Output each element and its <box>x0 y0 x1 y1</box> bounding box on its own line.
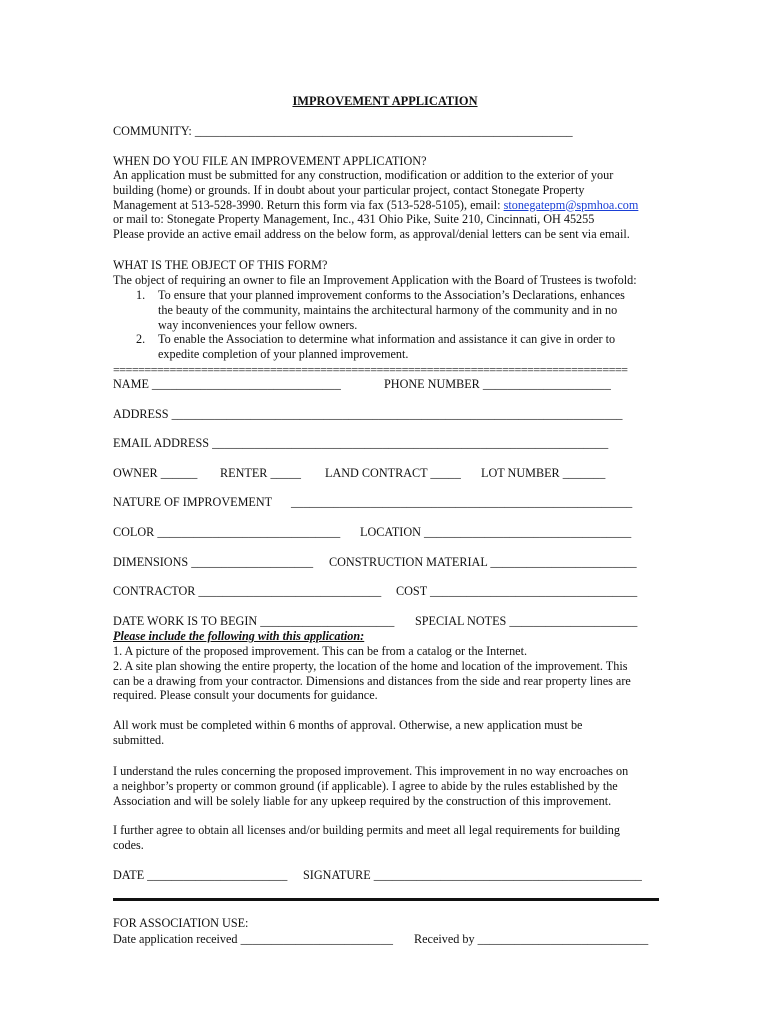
understand-paragraph <box>113 764 663 808</box>
email-address-field[interactable]: EMAIL ADDRESS _________________________________________________________________ <box>113 436 609 450</box>
when-line: building (home) or grounds. If in doubt about your particular project, contact Stonegate Property <box>113 182 585 197</box>
include-paragraph <box>113 644 663 703</box>
cost-field[interactable]: COST __________________________________ <box>396 584 638 598</box>
agree-paragraph <box>113 823 663 853</box>
signature-field[interactable]: SIGNATURE ____________________________________________ <box>303 868 642 882</box>
community-field: COMMUNITY: ______________________________________________________________ <box>113 124 573 138</box>
completion-line: submitted. <box>113 732 165 747</box>
include-line: can be a drawing from your contractor. Dimensions and distances from the side and rear property lines are <box>113 673 631 688</box>
list-line: To ensure that your planned improvement conforms to the Association’s Declarations, enhances <box>158 288 625 302</box>
date-received-field[interactable]: Date application received _________________________ <box>113 932 393 946</box>
include-line: 2. A site plan showing the entire property, the location of the home and location of the improvement. This <box>113 658 628 673</box>
received-by-field[interactable]: Received by ____________________________ <box>414 932 649 946</box>
date-begin-field[interactable]: DATE WORK IS TO BEGIN ______________________ <box>113 614 395 628</box>
material-field[interactable]: CONSTRUCTION MATERIAL ________________________ <box>329 555 637 569</box>
list-item <box>113 288 673 332</box>
association-heading: FOR ASSOCIATION USE: <box>113 916 249 930</box>
page-title: IMPROVEMENT APPLICATION <box>292 94 478 108</box>
object-intro: The object of requiring an owner to file an Improvement Application with the Board of Trustees is twofold: <box>113 273 637 287</box>
lot-number-field[interactable]: LOT NUMBER _______ <box>481 466 606 480</box>
divider <box>113 898 659 901</box>
completion-paragraph <box>113 718 663 748</box>
color-field[interactable]: COLOR ______________________________ <box>113 525 341 539</box>
when-line <box>113 198 663 213</box>
object-list <box>113 288 673 362</box>
agree-line: I further agree to obtain all licenses and/or building permits and meet all legal requirements for building <box>113 823 620 837</box>
name-field[interactable]: NAME _______________________________ <box>113 377 341 391</box>
agree-line: codes. <box>113 837 144 852</box>
address-field[interactable]: ADDRESS __________________________________________________________________________ <box>113 407 623 421</box>
understand-line: a neighbor’s property or common ground (if applicable). I agree to abide by the rules established by the <box>113 778 618 793</box>
email-link[interactable]: stonegatepm@spmhoa.com <box>503 197 639 212</box>
date-field[interactable]: DATE _______________________ <box>113 868 288 882</box>
when-paragraph <box>113 168 663 242</box>
contractor-field[interactable]: CONTRACTOR ______________________________ <box>113 584 382 598</box>
when-line: An application must be submitted for any construction, modification or addition to the exterior of your <box>113 168 614 182</box>
location-field[interactable]: LOCATION __________________________________ <box>360 525 632 539</box>
object-heading: WHAT IS THE OBJECT OF THIS FORM? <box>113 258 328 272</box>
when-line: or mail to: Stonegate Property Management, Inc., 431 Ohio Pike, Suite 210, Cincinnati, OH 45255 <box>113 212 595 227</box>
list-item <box>113 332 673 362</box>
nature-label: NATURE OF IMPROVEMENT <box>113 495 273 509</box>
when-line: Please provide an active email address on the below form, as approval/denial letters can be sent via email. <box>113 227 630 242</box>
include-heading: Please include the following with this application: <box>113 629 365 643</box>
include-line: 1. A picture of the proposed improvement. This can be from a catalog or the Internet. <box>113 644 528 658</box>
land-contract-field[interactable]: LAND CONTRACT _____ <box>325 466 461 480</box>
dimensions-field[interactable]: DIMENSIONS ____________________ <box>113 555 314 569</box>
list-number: 1. <box>136 288 146 302</box>
understand-line: I understand the rules concerning the proposed improvement. This improvement in no way encroaches on <box>113 764 629 778</box>
when-line-text: Management at 513-528-3990. Return this form via fax (513-528-5105), email: <box>113 197 504 212</box>
list-line: way inconveniences your fellow owners. <box>158 317 358 332</box>
list-line: the beauty of the community, maintains the architectural harmony of the community and in no <box>158 302 618 317</box>
separator-line: ================================================================================== <box>113 364 628 376</box>
list-line: To enable the Association to determine what information and assistance it can give in order to <box>158 332 616 347</box>
include-line: required. Please consult your documents for guidance. <box>113 688 378 703</box>
special-notes-field[interactable]: SPECIAL NOTES _____________________ <box>415 614 638 628</box>
list-number: 2. <box>136 332 146 347</box>
when-heading: WHEN DO YOU FILE AN IMPROVEMENT APPLICATION? <box>113 154 427 168</box>
owner-field[interactable]: OWNER ______ <box>113 466 198 480</box>
understand-line: Association and will be solely liable for any upkeep required by the construction of this improvement. <box>113 793 612 808</box>
renter-field[interactable]: RENTER _____ <box>220 466 301 480</box>
phone-field[interactable]: PHONE NUMBER _____________________ <box>384 377 611 391</box>
list-line: expedite completion of your planned improvement. <box>158 347 409 362</box>
nature-field[interactable]: ________________________________________________________ <box>291 495 633 509</box>
completion-line: All work must be completed within 6 months of approval. Otherwise, a new application must be <box>113 718 583 732</box>
